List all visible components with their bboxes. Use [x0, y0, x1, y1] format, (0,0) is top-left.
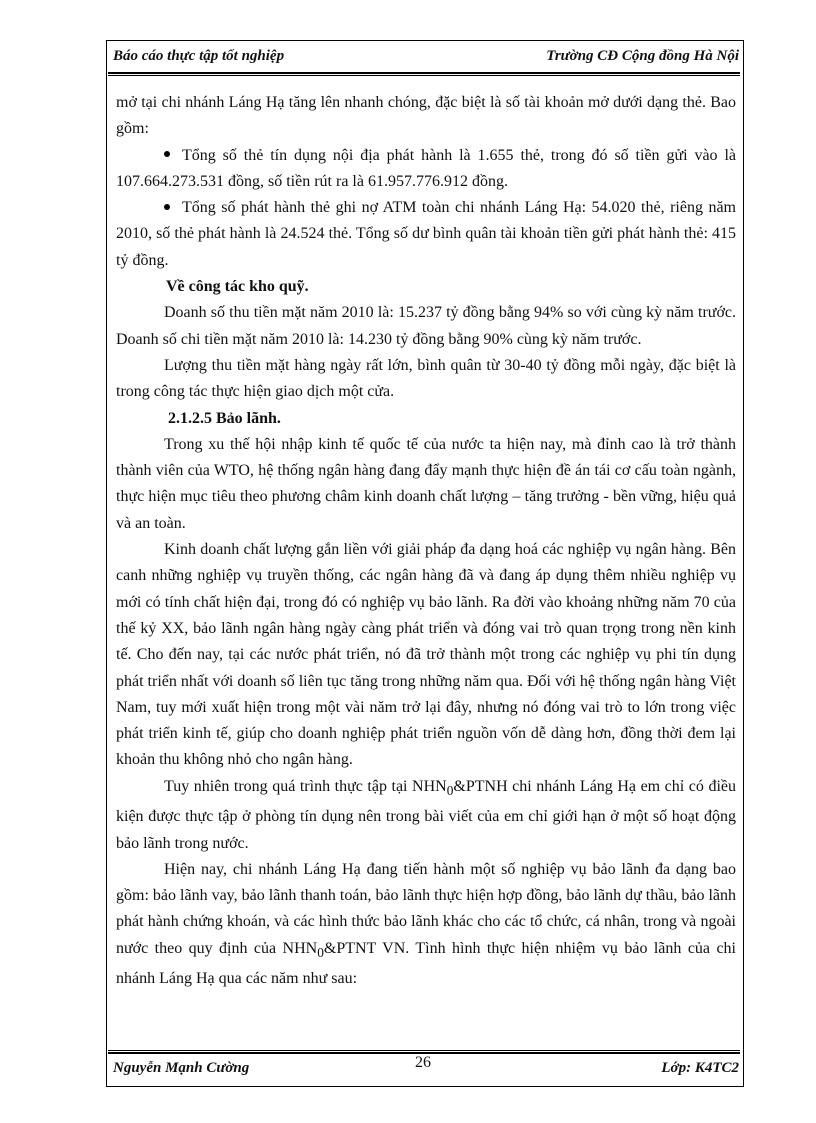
paragraph: Hiện nay, chi nhánh Láng Hạ đang tiến hành một số nghiệp vụ bảo lãnh đa dạng bao gồm: bảo lãnh vay, bảo lãnh thanh toán, bảo lãnh thực hiện hợp đồng, bảo lãnh dự thầu, bảo lãnh phát hành chứng khoán, và các hình thức bảo lãnh khác cho các tổ chức, cá nhân, trong và ngoài nước theo quy định của $NHN_0\&PTNT$ VN. Tình hình thực hiện nhiệm vụ bảo lãnh của chi nhánh Láng Hạ qua các năm như sau: — [116, 860, 737, 988]
footer-author: Nguyễn Mạnh Cường — [113, 1060, 250, 1076]
footer-divider-thin — [108, 1050, 740, 1051]
section-heading: Về công tác kho quỹ. — [166, 278, 309, 296]
paragraph: Doanh số thu tiền mặt năm 2010 là: 15.237 tỷ đồng bằng 94% so với cùng kỳ năm trước. Doanh số chi tiền mặt năm 2010 là: 14.230 tỷ đồng bằng 90% cùng kỳ năm trước. — [116, 304, 736, 348]
page-header — [113, 48, 739, 65]
bullet-icon — [164, 204, 170, 210]
paragraph: Trong xu thế hội nhập kinh tế quốc tế của nước ta hiện nay, mà đỉnh cao là trở thành thành viên của WTO, hệ thống ngân hàng đang đẩy mạnh thực hiện đề án tái cơ cấu toàn ngành, thực hiện mục tiêu theo phương châm kinh doanh chất lượng – tăng trưởng - bền vững, hiệu quả và an toàn. — [116, 435, 736, 532]
section-heading: 2.1.2.5 Bảo lãnh. — [168, 409, 281, 427]
paragraph: Lượng thu tiền mặt hàng ngày rất lớn, bình quân từ 30-40 tỷ đồng mỗi ngày, đặc biệt là trong công tác thực hiện giao dịch một cửa. — [116, 356, 736, 401]
header-divider-thin — [108, 75, 740, 76]
bullet-item: Tổng số phát hành thẻ ghi nợ ATM toàn chi nhánh Láng Hạ: 54.020 thẻ, riêng năm 2010, số thẻ phát hành là 24.524 thẻ. Tổng số dư bình quân tài khoản tiền gửi phát hành thẻ: 415 tỷ đồng. — [116, 199, 736, 269]
header-school-name: Trường CĐ Cộng đồng Hà Nội — [546, 48, 739, 64]
paragraph: Kinh doanh chất lượng gắn liền với giải pháp đa dạng hoá các nghiệp vụ ngân hàng. Bên canh những nghiệp vụ truyền thống, các ngân hàng đã và đang áp dụng thêm nhiều nghiệp vụ mới có tính chất hiện đại, trong đó có nghiệp vụ bảo lãnh. Ra đời vào khoảng những năm 70 của thế kỷ XX, bảo lãnh ngân hàng ngày càng phát triển và đóng vai trò quan trọng trong nền kinh tế. Cho đến nay, tại các nước phát triển, nó đã trở thành một trong các nghiệp vụ phi tín dụng phát triển nhất với doanh số liên tục tăng trong những năm qua. Đối với hệ thống ngân hàng Việt Nam, tuy mới xuất hiện trong một vài năm trở lại đây, nhưng nó đóng vai trò to lớn trong việc phát triển kinh tế, giúp cho doanh nghiệp phát triển nguồn vốn dễ dàng hơn, đồng thời đem lại khoản thu không nhỏ cho ngân hàng. — [116, 541, 736, 769]
paragraph: Tuy nhiên trong quá trình thực tập tại $NHN_0\&PTNH$ chi nhánh Láng Hạ em chỉ có điều kiện được thực tập ở phòng tín dụng nên trong bài viết của em chỉ giới hạn ở một số hoạt động bảo lãnh trong nước. — [116, 777, 736, 852]
bullet-icon — [164, 151, 170, 157]
paragraph: mở tại chi nhánh Láng Hạ tăng lên nhanh chóng, đặc biệt là số tài khoản mở dưới dạng thẻ. Bao gồm: — [116, 94, 736, 138]
header-divider — [108, 72, 740, 74]
header-report-title: Báo cáo thực tập tốt nghiệp — [113, 48, 285, 64]
bullet-item: Tổng số thẻ tín dụng nội địa phát hành là 1.655 thẻ, trong đó số tiền gửi vào là 107.664.273.531 đồng, số tiền rút ra là 61.957.776.912 đồng. — [116, 146, 736, 190]
page-number: 26 — [415, 1054, 431, 1071]
footer-class: Lớp: K4TC2 — [661, 1060, 739, 1076]
document-body — [116, 90, 736, 992]
